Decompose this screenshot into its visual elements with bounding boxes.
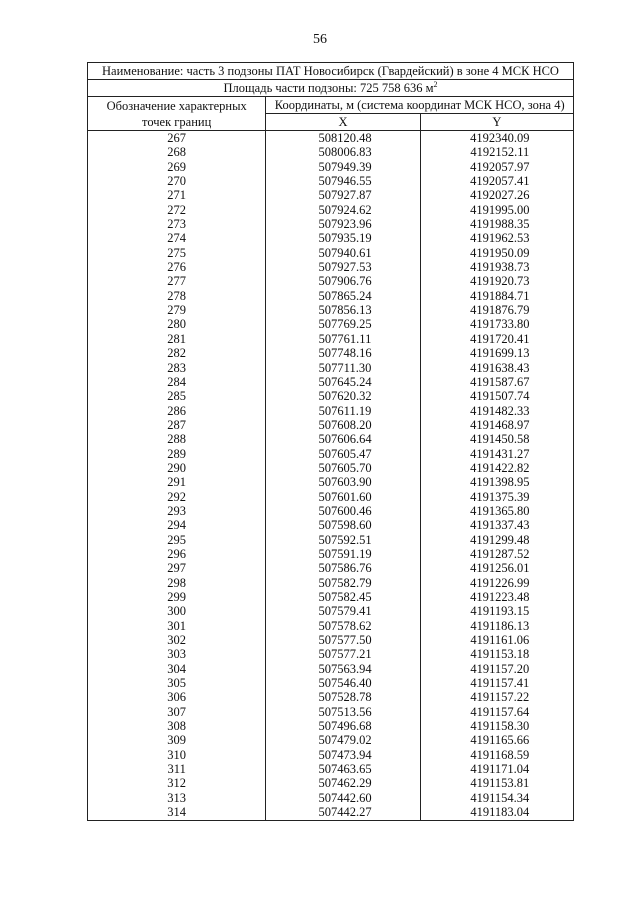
point-number: 308 bbox=[88, 719, 266, 733]
x-coordinate: 507591.19 bbox=[266, 547, 420, 561]
table-row bbox=[88, 404, 574, 418]
x-coordinate: 507923.96 bbox=[266, 217, 420, 231]
y-coordinate: 4191422.82 bbox=[420, 461, 573, 475]
point-number: 283 bbox=[88, 361, 266, 375]
table-row bbox=[88, 160, 574, 174]
table-row bbox=[88, 461, 574, 475]
table-row bbox=[88, 303, 574, 317]
y-coordinate: 4191186.13 bbox=[420, 619, 573, 633]
y-coordinate: 4191168.59 bbox=[420, 748, 573, 762]
x-coordinate: 507940.61 bbox=[266, 246, 420, 260]
y-coordinate: 4191165.66 bbox=[420, 733, 573, 747]
table-row bbox=[88, 690, 574, 704]
y-coordinate: 4192027.26 bbox=[420, 188, 573, 202]
x-coordinate: 507473.94 bbox=[266, 748, 420, 762]
x-coordinate: 507748.16 bbox=[266, 346, 420, 360]
y-coordinate: 4191884.71 bbox=[420, 289, 573, 303]
y-coordinate: 4191507.74 bbox=[420, 389, 573, 403]
point-number: 278 bbox=[88, 289, 266, 303]
y-coordinate: 4191638.43 bbox=[420, 361, 573, 375]
table-row bbox=[88, 490, 574, 504]
x-coordinate: 507924.62 bbox=[266, 203, 420, 217]
x-coordinate: 507946.55 bbox=[266, 174, 420, 188]
y-coordinate: 4191223.48 bbox=[420, 590, 573, 604]
point-number: 281 bbox=[88, 332, 266, 346]
y-coordinate: 4191398.95 bbox=[420, 475, 573, 489]
table-row bbox=[88, 289, 574, 303]
table-row bbox=[88, 375, 574, 389]
table-row bbox=[88, 633, 574, 647]
x-coordinate: 507856.13 bbox=[266, 303, 420, 317]
y-coordinate: 4191482.33 bbox=[420, 404, 573, 418]
y-coordinate: 4191962.53 bbox=[420, 231, 573, 245]
point-number: 312 bbox=[88, 776, 266, 790]
table-row bbox=[88, 317, 574, 331]
point-number: 309 bbox=[88, 733, 266, 747]
y-coordinate: 4192057.97 bbox=[420, 160, 573, 174]
y-coordinate: 4191299.48 bbox=[420, 533, 573, 547]
y-coordinate: 4191587.67 bbox=[420, 375, 573, 389]
table-row bbox=[88, 332, 574, 346]
point-number: 299 bbox=[88, 590, 266, 604]
point-number: 288 bbox=[88, 432, 266, 446]
y-coordinate: 4191988.35 bbox=[420, 217, 573, 231]
table-row bbox=[88, 361, 574, 375]
table-row bbox=[88, 475, 574, 489]
x-coordinate: 507586.76 bbox=[266, 561, 420, 575]
point-number: 287 bbox=[88, 418, 266, 432]
x-coordinate: 507769.25 bbox=[266, 317, 420, 331]
x-coordinate: 507579.41 bbox=[266, 604, 420, 618]
x-coordinate: 508006.83 bbox=[266, 145, 420, 159]
point-number: 296 bbox=[88, 547, 266, 561]
point-number: 306 bbox=[88, 690, 266, 704]
table-row bbox=[88, 762, 574, 776]
table-row bbox=[88, 619, 574, 633]
y-coordinate: 4191154.34 bbox=[420, 791, 573, 805]
table-row bbox=[88, 547, 574, 561]
y-coordinate: 4191158.30 bbox=[420, 719, 573, 733]
point-number: 310 bbox=[88, 748, 266, 762]
point-number: 295 bbox=[88, 533, 266, 547]
area-unit-superscript: 2 bbox=[433, 79, 438, 89]
point-number: 300 bbox=[88, 604, 266, 618]
x-coordinate: 507479.02 bbox=[266, 733, 420, 747]
x-coordinate: 507513.56 bbox=[266, 705, 420, 719]
x-coordinate: 507600.46 bbox=[266, 504, 420, 518]
y-coordinate: 4191699.13 bbox=[420, 346, 573, 360]
x-coordinate: 507603.90 bbox=[266, 475, 420, 489]
x-coordinate: 507592.51 bbox=[266, 533, 420, 547]
zone-name: Наименование: часть 3 подзоны ПАТ Новосибирск (Гвардейский) в зоне 4 МСК НСО bbox=[88, 63, 574, 80]
x-coordinate: 507528.78 bbox=[266, 690, 420, 704]
x-coordinate: 507442.60 bbox=[266, 791, 420, 805]
x-coordinate: 508120.48 bbox=[266, 131, 420, 146]
y-coordinate: 4191287.52 bbox=[420, 547, 573, 561]
x-coordinate: 507620.32 bbox=[266, 389, 420, 403]
y-coordinate: 4191256.01 bbox=[420, 561, 573, 575]
table-row bbox=[88, 662, 574, 676]
x-coordinate: 507563.94 bbox=[266, 662, 420, 676]
table-row bbox=[88, 590, 574, 604]
table-row bbox=[88, 748, 574, 762]
table-row bbox=[88, 231, 574, 245]
x-coordinate: 507546.40 bbox=[266, 676, 420, 690]
zone-area-text: Площадь части подзоны: 725 758 636 м bbox=[223, 81, 434, 95]
point-number: 292 bbox=[88, 490, 266, 504]
point-number: 289 bbox=[88, 447, 266, 461]
x-coordinate: 507577.21 bbox=[266, 647, 420, 661]
x-coordinate: 507496.68 bbox=[266, 719, 420, 733]
point-number: 275 bbox=[88, 246, 266, 260]
point-number: 304 bbox=[88, 662, 266, 676]
point-number: 314 bbox=[88, 805, 266, 820]
y-coordinate: 4191157.20 bbox=[420, 662, 573, 676]
table-row bbox=[88, 174, 574, 188]
x-coordinate: 507761.11 bbox=[266, 332, 420, 346]
y-coordinate: 4191157.22 bbox=[420, 690, 573, 704]
point-number: 303 bbox=[88, 647, 266, 661]
table-row bbox=[88, 647, 574, 661]
point-number: 269 bbox=[88, 160, 266, 174]
zone-area bbox=[88, 80, 574, 97]
y-coordinate: 4191157.41 bbox=[420, 676, 573, 690]
y-coordinate: 4191876.79 bbox=[420, 303, 573, 317]
y-coordinate: 4191450.58 bbox=[420, 432, 573, 446]
point-number: 302 bbox=[88, 633, 266, 647]
point-header-line1: Обозначение характерных bbox=[106, 98, 247, 113]
x-coordinate: 507577.50 bbox=[266, 633, 420, 647]
x-coordinate: 507463.65 bbox=[266, 762, 420, 776]
x-coordinate: 507927.53 bbox=[266, 260, 420, 274]
point-number: 297 bbox=[88, 561, 266, 575]
y-coordinate: 4191950.09 bbox=[420, 246, 573, 260]
point-number: 277 bbox=[88, 274, 266, 288]
point-number: 279 bbox=[88, 303, 266, 317]
x-coordinate: 507582.45 bbox=[266, 590, 420, 604]
point-number: 291 bbox=[88, 475, 266, 489]
y-coordinate: 4191720.41 bbox=[420, 332, 573, 346]
y-coordinate: 4191365.80 bbox=[420, 504, 573, 518]
x-coordinate: 507608.20 bbox=[266, 418, 420, 432]
table-row bbox=[88, 418, 574, 432]
point-header-line2: точек границ bbox=[142, 114, 212, 129]
table-row bbox=[88, 246, 574, 260]
table-row bbox=[88, 145, 574, 159]
y-coordinate: 4191920.73 bbox=[420, 274, 573, 288]
y-coordinate: 4191337.43 bbox=[420, 518, 573, 532]
table-row bbox=[88, 561, 574, 575]
point-number: 276 bbox=[88, 260, 266, 274]
y-coordinate: 4191161.06 bbox=[420, 633, 573, 647]
table-row bbox=[88, 217, 574, 231]
point-number: 274 bbox=[88, 231, 266, 245]
y-coordinate: 4191171.04 bbox=[420, 762, 573, 776]
table-row bbox=[88, 791, 574, 805]
y-coordinate: 4191938.73 bbox=[420, 260, 573, 274]
x-coordinate: 507605.47 bbox=[266, 447, 420, 461]
y-coordinate: 4191431.27 bbox=[420, 447, 573, 461]
table-row bbox=[88, 676, 574, 690]
table-row bbox=[88, 776, 574, 790]
table-row bbox=[88, 188, 574, 202]
point-number: 290 bbox=[88, 461, 266, 475]
point-number: 311 bbox=[88, 762, 266, 776]
x-coordinate: 507462.29 bbox=[266, 776, 420, 790]
page-number: 56 bbox=[313, 32, 327, 47]
table-row bbox=[88, 576, 574, 590]
point-number: 268 bbox=[88, 145, 266, 159]
x-column-header: X bbox=[266, 114, 420, 131]
y-coordinate: 4191153.18 bbox=[420, 647, 573, 661]
y-coordinate: 4191375.39 bbox=[420, 490, 573, 504]
table-row bbox=[88, 733, 574, 747]
point-number: 301 bbox=[88, 619, 266, 633]
point-number: 267 bbox=[88, 131, 266, 146]
x-coordinate: 507601.60 bbox=[266, 490, 420, 504]
table-body bbox=[88, 131, 574, 821]
table-row bbox=[88, 805, 574, 820]
point-number: 313 bbox=[88, 791, 266, 805]
x-coordinate: 507927.87 bbox=[266, 188, 420, 202]
y-coordinate: 4192152.11 bbox=[420, 145, 573, 159]
table-row bbox=[88, 504, 574, 518]
table-row bbox=[88, 447, 574, 461]
y-coordinate: 4192057.41 bbox=[420, 174, 573, 188]
point-number: 305 bbox=[88, 676, 266, 690]
table-header bbox=[88, 63, 574, 131]
y-coordinate: 4191153.81 bbox=[420, 776, 573, 790]
point-number: 286 bbox=[88, 404, 266, 418]
x-coordinate: 507949.39 bbox=[266, 160, 420, 174]
x-coordinate: 507578.62 bbox=[266, 619, 420, 633]
y-coordinate: 4191733.80 bbox=[420, 317, 573, 331]
y-coordinate: 4191226.99 bbox=[420, 576, 573, 590]
point-number: 282 bbox=[88, 346, 266, 360]
point-number: 294 bbox=[88, 518, 266, 532]
y-coordinate: 4191468.97 bbox=[420, 418, 573, 432]
x-coordinate: 507442.27 bbox=[266, 805, 420, 820]
table-row bbox=[88, 719, 574, 733]
table-row bbox=[88, 389, 574, 403]
x-coordinate: 507606.64 bbox=[266, 432, 420, 446]
y-column-header: Y bbox=[420, 114, 573, 131]
point-column-header bbox=[88, 97, 266, 131]
table-row bbox=[88, 604, 574, 618]
y-coordinate: 4191193.15 bbox=[420, 604, 573, 618]
table-row bbox=[88, 260, 574, 274]
point-number: 284 bbox=[88, 375, 266, 389]
table-row bbox=[88, 518, 574, 532]
point-number: 270 bbox=[88, 174, 266, 188]
point-number: 272 bbox=[88, 203, 266, 217]
table-row bbox=[88, 705, 574, 719]
point-number: 293 bbox=[88, 504, 266, 518]
table-row bbox=[88, 203, 574, 217]
x-coordinate: 507906.76 bbox=[266, 274, 420, 288]
x-coordinate: 507935.19 bbox=[266, 231, 420, 245]
point-number: 298 bbox=[88, 576, 266, 590]
table-row bbox=[88, 432, 574, 446]
point-number: 285 bbox=[88, 389, 266, 403]
x-coordinate: 507598.60 bbox=[266, 518, 420, 532]
table-row bbox=[88, 131, 574, 146]
x-coordinate: 507645.24 bbox=[266, 375, 420, 389]
point-number: 273 bbox=[88, 217, 266, 231]
x-coordinate: 507582.79 bbox=[266, 576, 420, 590]
point-number: 280 bbox=[88, 317, 266, 331]
x-coordinate: 507605.70 bbox=[266, 461, 420, 475]
x-coordinate: 507711.30 bbox=[266, 361, 420, 375]
y-coordinate: 4191995.00 bbox=[420, 203, 573, 217]
y-coordinate: 4191183.04 bbox=[420, 805, 573, 820]
point-number: 271 bbox=[88, 188, 266, 202]
x-coordinate: 507611.19 bbox=[266, 404, 420, 418]
y-coordinate: 4192340.09 bbox=[420, 131, 573, 146]
y-coordinate: 4191157.64 bbox=[420, 705, 573, 719]
table-row bbox=[88, 533, 574, 547]
x-coordinate: 507865.24 bbox=[266, 289, 420, 303]
table-row bbox=[88, 274, 574, 288]
table-row bbox=[88, 346, 574, 360]
point-number: 307 bbox=[88, 705, 266, 719]
coordinates-table bbox=[87, 62, 574, 821]
coords-column-header: Координаты, м (система координат МСК НСО, зона 4) bbox=[266, 97, 574, 114]
